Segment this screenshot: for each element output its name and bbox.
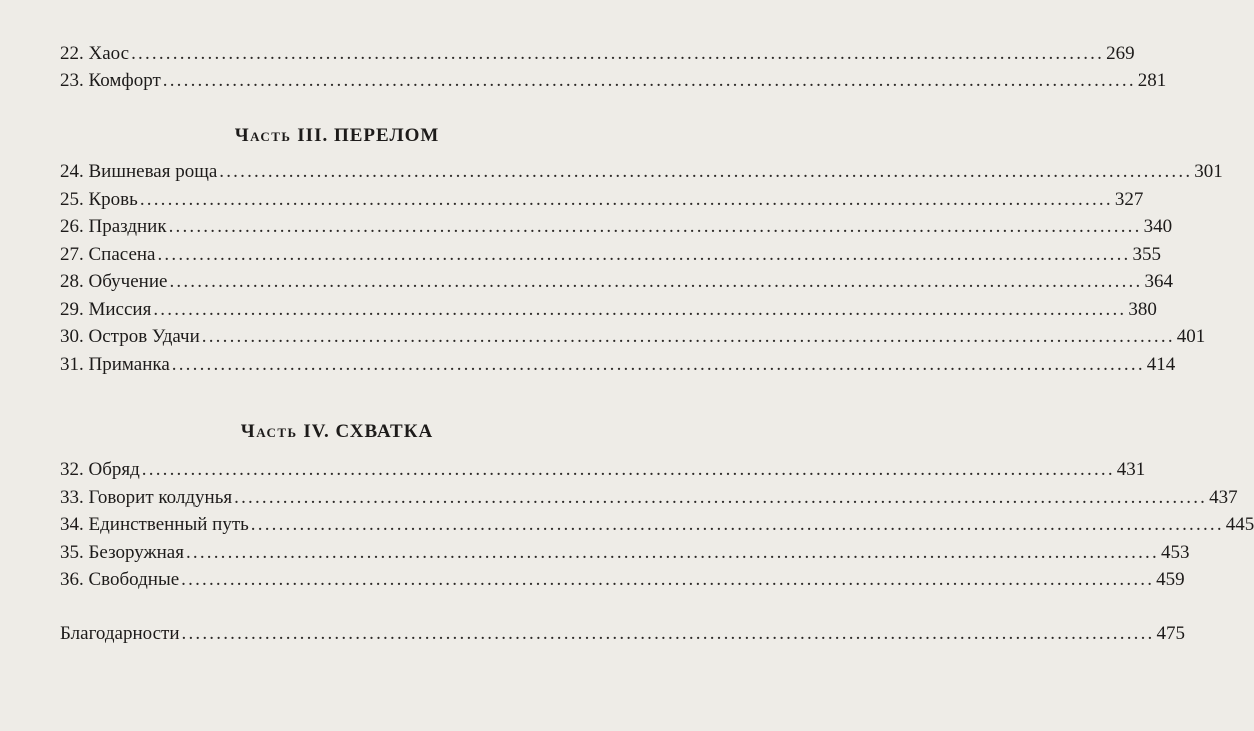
part-label: Часть — [234, 125, 292, 146]
toc-entry — [60, 622, 1185, 646]
part-name: III. ПЕРЕЛОМ — [297, 125, 440, 146]
toc-entry — [60, 69, 1167, 93]
toc-entry-page: 459 — [1156, 569, 1185, 590]
toc-entry-title: 35. Безоружная — [60, 542, 184, 563]
toc-leader-dots: ............................................................................................................................................ — [219, 161, 1193, 182]
toc-entry-title: 27. Спасена — [60, 244, 156, 265]
toc-entry-page: 401 — [1176, 326, 1206, 347]
toc-entry — [60, 458, 1146, 482]
toc-leader-dots: ............................................................................................................................................ — [185, 542, 1159, 563]
toc-entry-page: 445 — [1225, 514, 1254, 535]
part-label: Часть — [240, 421, 298, 442]
toc-entry — [60, 486, 1238, 510]
toc-entry-title: 28. Обучение — [60, 271, 168, 292]
toc-entry — [60, 513, 1254, 537]
part-name: IV. СХВАТКА — [303, 421, 434, 442]
toc-entry-page: 355 — [1132, 244, 1161, 265]
toc-leader-dots: ............................................................................................................................................ — [141, 459, 1115, 480]
toc-entry-title: 29. Миссия — [60, 299, 152, 320]
toc-entry — [60, 325, 1206, 349]
toc-entry-title: 22. Хаос — [60, 43, 130, 64]
toc-entry — [60, 298, 1157, 322]
toc-entry-page: 437 — [1209, 487, 1238, 508]
toc-entry-page: 327 — [1114, 189, 1144, 210]
toc-leader-dots: ............................................................................................................................................ — [131, 43, 1105, 64]
toc-leader-dots: ............................................................................................................................................ — [250, 514, 1224, 535]
toc-entry-title: 32. Обряд — [60, 459, 140, 480]
part-heading-iii — [0, 124, 674, 148]
toc-entry-title: 36. Свободные — [60, 569, 180, 590]
toc-entry-title: 34. Единственный путь — [60, 514, 249, 535]
toc-entry-page: 414 — [1146, 354, 1176, 375]
toc-leader-dots: ............................................................................................................................................ — [153, 299, 1127, 320]
toc-entry-page: 453 — [1160, 542, 1190, 563]
toc-entry-page: 269 — [1106, 43, 1135, 64]
toc-entry — [60, 568, 1185, 592]
toc-entry-page: 431 — [1116, 459, 1146, 480]
toc-entry-title: Благодарности — [60, 623, 180, 644]
toc-entry — [60, 243, 1161, 267]
toc-leader-dots: ............................................................................................................................................ — [139, 189, 1113, 210]
toc-entry-title: 23. Комфорт — [60, 70, 161, 91]
toc-leader-dots: ............................................................................................................................................ — [162, 70, 1136, 91]
toc-entry-title: 26. Праздник — [60, 216, 167, 237]
toc-leader-dots: ............................................................................................................................................ — [181, 623, 1155, 644]
part-heading-iv — [0, 420, 674, 444]
toc-entry — [60, 188, 1144, 212]
toc-entry-title: 24. Вишневая роща — [60, 161, 218, 182]
toc-entry — [60, 353, 1176, 377]
toc-entry — [60, 42, 1135, 66]
toc-entry — [60, 160, 1223, 184]
toc-entry — [60, 215, 1173, 239]
toc-leader-dots: ............................................................................................................................................ — [201, 326, 1175, 347]
toc-entry — [60, 541, 1190, 565]
toc-entry — [60, 270, 1173, 294]
toc-entry-title: 31. Приманка — [60, 354, 170, 375]
toc-entry-title: 33. Говорит колдунья — [60, 487, 233, 508]
toc-entry-page: 475 — [1156, 623, 1185, 644]
toc-entry-title: 30. Остров Удачи — [60, 326, 200, 347]
toc-entry-page: 380 — [1128, 299, 1157, 320]
toc-entry-title: 25. Кровь — [60, 189, 138, 210]
toc-leader-dots: ............................................................................................................................................ — [157, 244, 1131, 265]
toc-leader-dots: ............................................................................................................................................ — [168, 216, 1142, 237]
toc-entry-page: 281 — [1137, 70, 1167, 91]
toc-leader-dots: ............................................................................................................................................ — [171, 354, 1145, 375]
toc-leader-dots: ............................................................................................................................................ — [234, 487, 1208, 508]
toc-entry-page: 301 — [1194, 161, 1223, 182]
toc-leader-dots: ............................................................................................................................................ — [181, 569, 1155, 590]
toc-entry-page: 340 — [1143, 216, 1173, 237]
toc-entry-page: 364 — [1144, 271, 1173, 292]
toc-leader-dots: ............................................................................................................................................ — [169, 271, 1143, 292]
